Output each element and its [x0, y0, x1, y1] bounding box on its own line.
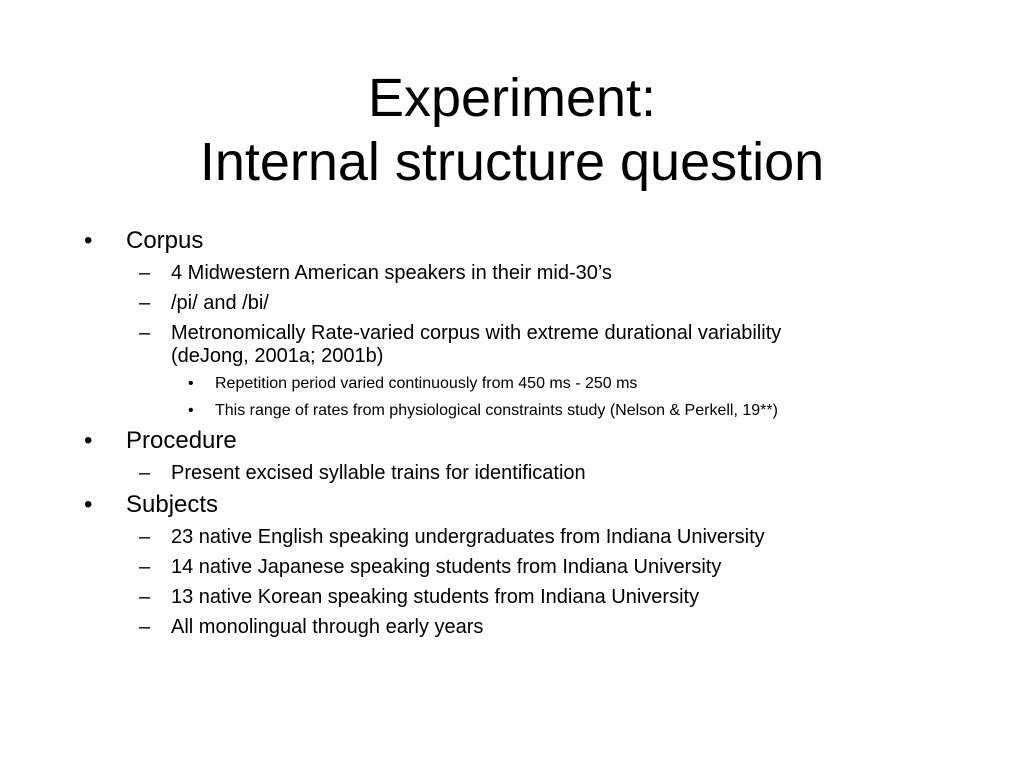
dash-marker: – — [139, 262, 151, 284]
list-item-text: 13 native Korean speaking students from Indiana University — [171, 586, 700, 608]
dash-marker: – — [139, 462, 151, 484]
list-item-text: 4 Midwestern American speakers in their mid-30’s — [171, 262, 612, 284]
bullet-marker: • — [84, 227, 93, 254]
bullet-marker: • — [188, 375, 194, 392]
sub-list-item-text: Repetition period varied continuously from 450 ms - 250 ms — [215, 375, 638, 392]
bullet-marker: • — [188, 402, 194, 419]
bullet-marker: • — [84, 491, 93, 518]
section-heading: Subjects — [126, 491, 219, 518]
dash-marker: – — [139, 556, 151, 578]
title-line-1: Experiment: — [367, 68, 657, 128]
dash-marker: – — [139, 526, 151, 548]
list-item-text: All monolingual through early years — [171, 616, 484, 638]
dash-marker: – — [139, 586, 151, 608]
list-item-text: Metronomically Rate-varied corpus with extreme durational variability — [171, 322, 782, 344]
list-item-continuation: (deJong, 2001a; 2001b) — [171, 345, 384, 367]
list-item-text: 14 native Japanese speaking students from Indiana University — [171, 556, 722, 578]
dash-marker: – — [139, 322, 151, 344]
dash-marker: – — [139, 292, 151, 314]
list-item-text: 23 native English speaking undergraduates from Indiana University — [171, 526, 765, 548]
section-heading: Corpus — [126, 227, 204, 254]
dash-marker: – — [139, 616, 151, 638]
sub-list-item-text: This range of rates from physiological constraints study (Nelson & Perkell, 19**) — [215, 402, 778, 419]
list-item-text: /pi/ and /bi/ — [171, 292, 269, 314]
section-heading: Procedure — [126, 427, 237, 454]
list-item-text: Present excised syllable trains for identification — [171, 462, 586, 484]
bullet-marker: • — [84, 427, 93, 454]
title-line-2: Internal structure question — [199, 132, 825, 192]
